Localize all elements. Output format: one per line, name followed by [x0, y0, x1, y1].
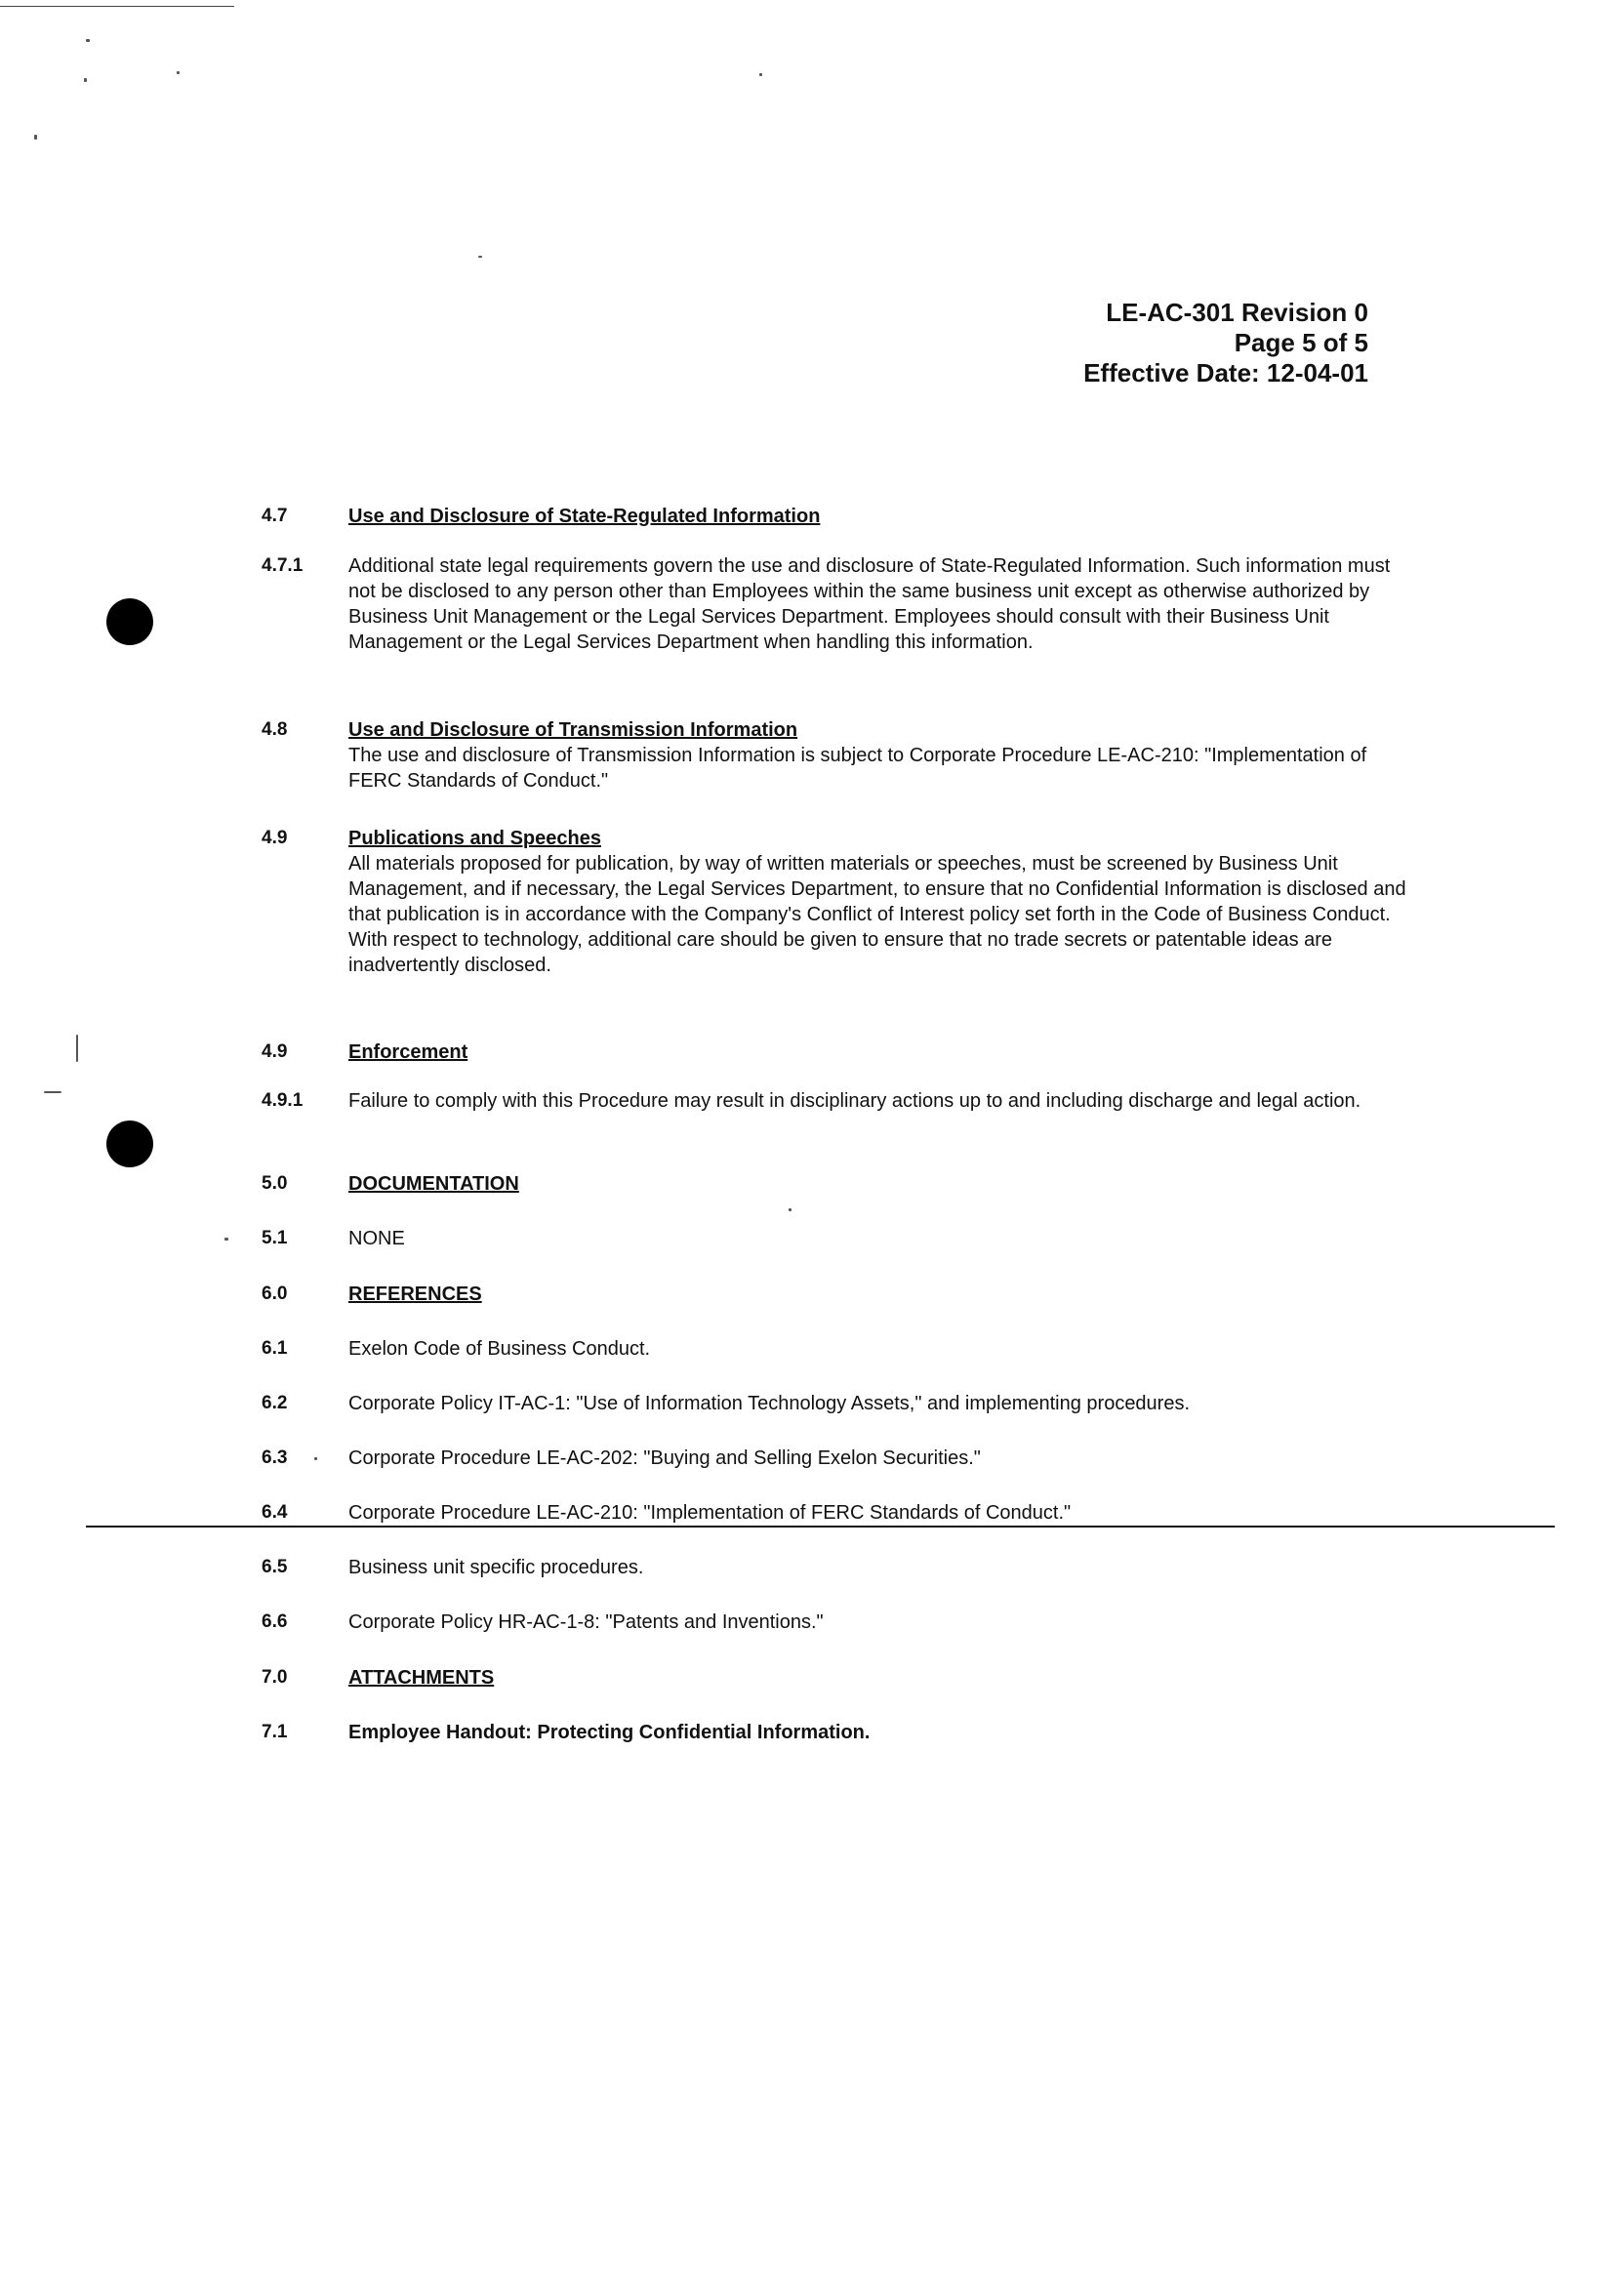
section-heading: DOCUMENTATION	[348, 1173, 519, 1195]
section-heading: ATTACHMENTS	[348, 1667, 495, 1689]
section-number: 4.9.1	[262, 1090, 304, 1111]
section-number: 6.6	[262, 1611, 288, 1632]
section-number: 5.1	[262, 1228, 288, 1248]
punch-hole-icon	[106, 598, 153, 645]
section-number: 7.0	[262, 1667, 288, 1688]
section-heading: Use and Disclosure of Transmission Information	[348, 719, 798, 741]
scan-speck	[34, 135, 37, 140]
section-number: 4.9	[262, 828, 288, 848]
scan-speck	[789, 1208, 792, 1211]
section-text: Corporate Policy IT-AC-1: "Use of Information Technology Assets," and implementing procedures.	[348, 1393, 1191, 1414]
section-number: 7.1	[262, 1722, 288, 1742]
section-number: 6.1	[262, 1338, 288, 1359]
section-number: 6.2	[262, 1393, 288, 1413]
section-number: 4.8	[262, 719, 288, 740]
punch-hole-icon	[106, 1121, 153, 1167]
section-text: All materials proposed for publication, by way of written materials or speeches, must be screened by Business Unit Management, and if necessary, the Legal Services Department, to ensure that no Confidential Information is disclosed and that publication is in accordance with the Company's Conflict of Interest policy set forth in the Code of Business Conduct. With respect to technology, additional care should be given to ensure that no trade secrets or patentable ideas are inadvertently disclosed.	[348, 853, 1406, 976]
scan-speck	[84, 78, 87, 82]
doc-id: LE-AC-301 Revision 0	[1106, 298, 1368, 327]
section-number: 4.7.1	[262, 555, 304, 576]
scan-speck	[314, 1457, 317, 1460]
section-number: 4.7	[262, 506, 288, 526]
section-text: Corporate Procedure LE-AC-210: "Implementation of FERC Standards of Conduct."	[348, 1502, 1072, 1524]
scan-edge-line	[0, 6, 234, 7]
section-number: 5.0	[262, 1173, 288, 1194]
section-text: NONE	[348, 1228, 405, 1249]
section-heading: Use and Disclosure of State-Regulated Information	[348, 506, 821, 527]
document-header	[1083, 298, 1368, 388]
section-number: 6.4	[262, 1502, 288, 1523]
section-text: Corporate Procedure LE-AC-202: "Buying and Selling Exelon Securities."	[348, 1447, 981, 1469]
section-number: 4.9	[262, 1041, 288, 1062]
section-text: Additional state legal requirements govern the use and disclosure of State-Regulated Information. Such information must not be disclosed to any person other than Employees within the same business unit except as otherwise authorized by Business Unit Management or the Legal Services Department. Employees should consult with their Business Unit Management or the Legal Services Department when handling this information.	[348, 555, 1391, 653]
section-text: Exelon Code of Business Conduct.	[348, 1338, 651, 1360]
page-number: Page 5 of 5	[1234, 328, 1368, 357]
section-text: Failure to comply with this Procedure may result in disciplinary actions up to and including discharge and legal action.	[348, 1090, 1361, 1112]
section-heading: Enforcement	[348, 1041, 468, 1063]
section-heading: REFERENCES	[348, 1284, 482, 1305]
section-text: Corporate Policy HR-AC-1-8: "Patents and Inventions."	[348, 1611, 824, 1633]
scan-speck	[76, 1035, 78, 1062]
scan-speck	[44, 1091, 61, 1093]
section-number: 6.0	[262, 1284, 288, 1304]
section-text: The use and disclosure of Transmission Information is subject to Corporate Procedure LE-AC-210: "Implementation of FERC Standards of Conduct."	[348, 745, 1367, 792]
scan-speck	[177, 71, 180, 74]
scan-speck	[86, 39, 90, 42]
scan-speck	[478, 256, 482, 258]
section-heading: Publications and Speeches	[348, 828, 601, 849]
scan-speck	[759, 73, 762, 76]
effective-date: Effective Date: 12-04-01	[1083, 358, 1368, 387]
section-number: 6.5	[262, 1557, 288, 1577]
section-text: Employee Handout: Protecting Confidential Information.	[348, 1722, 871, 1743]
section-number: 6.3	[262, 1447, 288, 1468]
section-text: Business unit specific procedures.	[348, 1557, 644, 1578]
scan-speck	[224, 1238, 228, 1241]
horizontal-rule	[86, 1526, 1555, 1528]
